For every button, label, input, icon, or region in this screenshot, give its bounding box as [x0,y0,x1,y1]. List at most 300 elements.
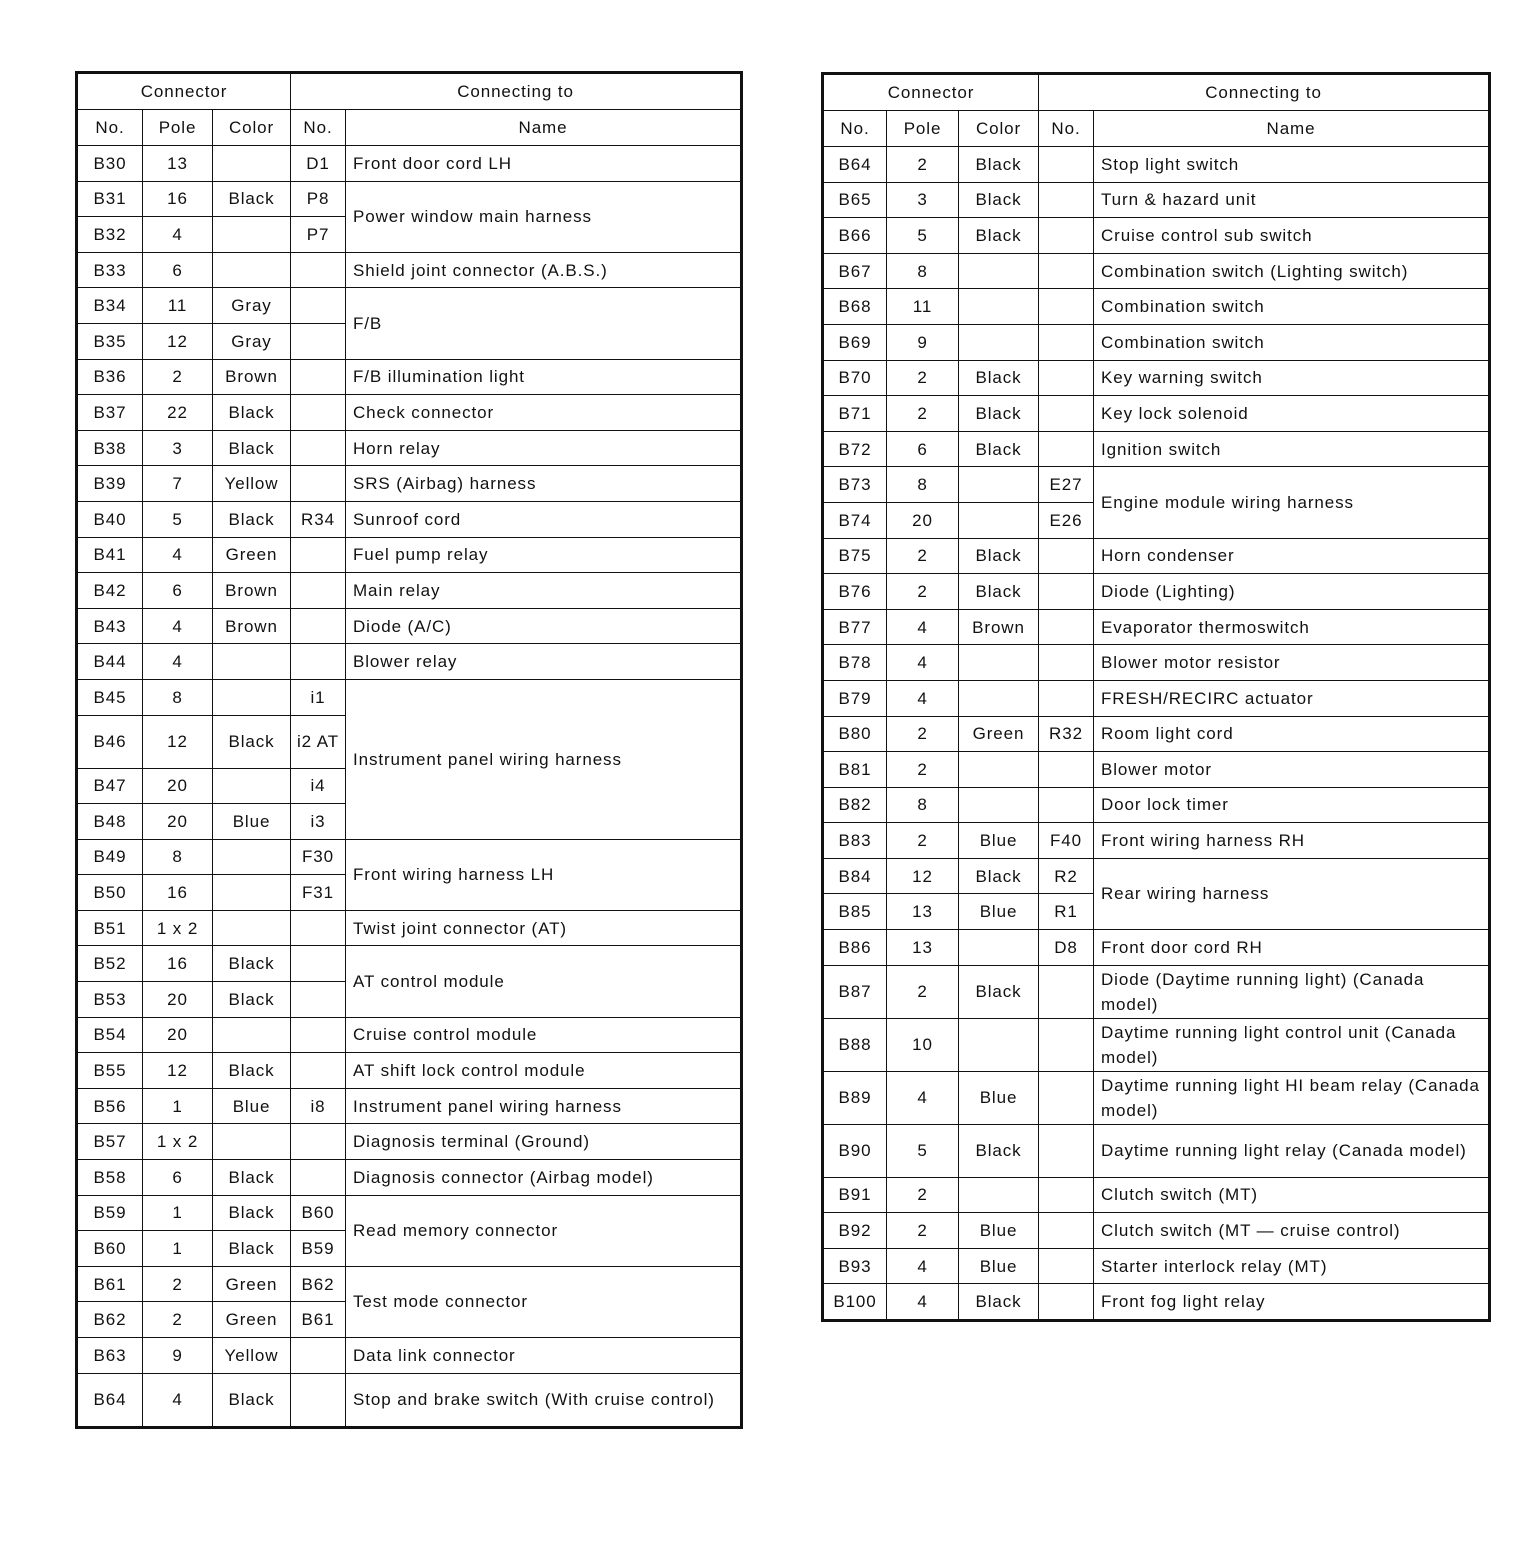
pole-cell: 2 [143,1266,213,1302]
connecting-name-cell: Power window main harness [346,181,742,252]
table-row [823,147,1490,183]
connecting-name-cell: Shield joint connector (A.B.S.) [346,252,742,288]
connecting-no-cell [1039,1124,1094,1177]
connector-no-cell: B33 [77,252,143,288]
table-row [77,608,742,644]
pole-cell: 12 [887,858,959,894]
pole-cell: 20 [143,1017,213,1053]
connecting-name-cell: Key lock solenoid [1094,396,1490,432]
connecting-name-cell: Starter interlock relay (MT) [1094,1248,1490,1284]
connecting-name-cell: Combination switch (Lighting switch) [1094,253,1490,289]
color-cell [959,1177,1039,1213]
color-cell: Yellow [213,466,291,502]
color-cell: Brown [213,573,291,609]
connector-no-cell: B100 [823,1284,887,1321]
connecting-no-cell [1039,147,1094,183]
connector-no-cell: B54 [77,1017,143,1053]
table-row [77,1373,742,1427]
connector-no-cell: B57 [77,1124,143,1160]
color-cell: Black [959,182,1039,218]
color-cell: Black [959,396,1039,432]
connector-no-cell: B74 [823,502,887,538]
color-cell [959,253,1039,289]
connector-no-cell: B69 [823,324,887,360]
pole-cell: 4 [143,644,213,680]
table-row [823,218,1490,254]
connecting-no-cell [291,466,346,502]
connecting-no-cell: R1 [1039,894,1094,930]
header-connecting-to: Connecting to [1039,74,1490,111]
connector-no-cell: B60 [77,1231,143,1267]
connecting-no-cell [1039,645,1094,681]
connecting-no-cell: i3 [291,804,346,840]
connector-no-cell: B81 [823,752,887,788]
connector-table-left [75,71,743,1429]
color-cell: Blue [213,1088,291,1124]
connector-no-cell: B63 [77,1338,143,1374]
pole-cell: 6 [143,573,213,609]
pole-cell: 2 [887,574,959,610]
connecting-no-cell [1039,431,1094,467]
color-cell: Black [213,1373,291,1427]
pole-cell: 5 [887,1124,959,1177]
table-row [77,1088,742,1124]
color-cell [213,252,291,288]
pole-cell: 13 [887,894,959,930]
pole-cell: 2 [887,1213,959,1249]
table-row [77,910,742,946]
connecting-name-cell: Diode (Daytime running light) (Canada model) [1094,965,1490,1018]
connecting-no-cell [291,946,346,982]
pole-cell: 4 [143,608,213,644]
table-row [77,252,742,288]
color-cell: Black [959,218,1039,254]
connector-no-cell: B83 [823,823,887,859]
connecting-no-cell [291,910,346,946]
pole-cell: 2 [143,1302,213,1338]
connecting-name-cell: Rear wiring harness [1094,858,1490,929]
connector-no-cell: B65 [823,182,887,218]
connecting-no-cell [1039,182,1094,218]
color-cell: Blue [959,1071,1039,1124]
color-cell [959,752,1039,788]
color-cell [959,324,1039,360]
table-row [77,466,742,502]
connecting-name-cell: Check connector [346,395,742,431]
color-cell: Black [959,147,1039,183]
table-row [77,501,742,537]
header-name: Name [346,110,742,146]
pole-cell: 20 [143,768,213,804]
connecting-no-cell [291,395,346,431]
pole-cell: 11 [143,288,213,324]
color-cell [959,467,1039,503]
color-cell [213,875,291,911]
connecting-name-cell: Front door cord RH [1094,930,1490,966]
color-cell: Black [959,1284,1039,1321]
connecting-name-cell: Front wiring harness RH [1094,823,1490,859]
pole-cell: 20 [887,502,959,538]
pole-cell: 8 [887,787,959,823]
connecting-no-cell [1039,324,1094,360]
color-cell: Green [213,1302,291,1338]
connector-no-cell: B46 [77,715,143,768]
pole-cell: 4 [143,1373,213,1427]
color-cell [213,146,291,182]
table-row [823,752,1490,788]
connecting-no-cell [291,537,346,573]
connecting-no-cell: B62 [291,1266,346,1302]
pole-cell: 6 [143,1160,213,1196]
connecting-no-cell [291,982,346,1018]
connecting-no-cell [291,644,346,680]
pole-cell: 2 [143,359,213,395]
color-cell: Black [959,858,1039,894]
pole-cell: 20 [143,982,213,1018]
connecting-name-cell: Cruise control sub switch [1094,218,1490,254]
connecting-name-cell: Fuel pump relay [346,537,742,573]
connecting-name-cell: Test mode connector [346,1266,742,1337]
color-cell: Brown [213,608,291,644]
color-cell: Black [959,965,1039,1018]
connecting-no-cell [291,1017,346,1053]
connecting-no-cell [1039,1248,1094,1284]
table-row [77,430,742,466]
table-row [77,1160,742,1196]
connecting-name-cell: AT shift lock control module [346,1053,742,1089]
table-row [823,182,1490,218]
connector-no-cell: B90 [823,1124,887,1177]
color-cell: Black [213,181,291,217]
table-row [823,574,1490,610]
connecting-no-cell [291,359,346,395]
table-row [823,1213,1490,1249]
color-cell: Yellow [213,1338,291,1374]
pole-cell: 4 [887,609,959,645]
connecting-no-cell: P7 [291,217,346,253]
table-row [823,930,1490,966]
connector-no-cell: B88 [823,1018,887,1071]
header-connecting-to: Connecting to [291,73,742,110]
connector-no-cell: B43 [77,608,143,644]
pole-cell: 4 [887,1284,959,1321]
table-row [823,787,1490,823]
connector-no-cell: B92 [823,1213,887,1249]
table-row [823,1124,1490,1177]
pole-cell: 6 [143,252,213,288]
connecting-name-cell: Diode (Lighting) [1094,574,1490,610]
color-cell [959,787,1039,823]
connector-no-cell: B93 [823,1248,887,1284]
connecting-name-cell: Door lock timer [1094,787,1490,823]
pole-cell: 8 [887,467,959,503]
connecting-name-cell: FRESH/RECIRC actuator [1094,680,1490,716]
pole-cell: 4 [887,645,959,681]
table-row [823,431,1490,467]
connecting-name-cell: Read memory connector [346,1195,742,1266]
connector-no-cell: B50 [77,875,143,911]
connector-no-cell: B52 [77,946,143,982]
connector-no-cell: B71 [823,396,887,432]
connecting-name-cell: Instrument panel wiring harness [346,1088,742,1124]
connecting-no-cell [291,1124,346,1160]
table-row [77,679,742,715]
table-row [823,360,1490,396]
connecting-no-cell [1039,1071,1094,1124]
header-color: Color [213,110,291,146]
connecting-no-cell [291,252,346,288]
connecting-no-cell [291,430,346,466]
connector-no-cell: B87 [823,965,887,1018]
color-cell [959,680,1039,716]
pole-cell: 6 [887,431,959,467]
pole-cell: 20 [143,804,213,840]
table-row [77,839,742,875]
connector-no-cell: B56 [77,1088,143,1124]
pole-cell: 13 [887,930,959,966]
pole-cell: 3 [143,430,213,466]
connector-no-cell: B79 [823,680,887,716]
connector-no-cell: B86 [823,930,887,966]
pole-cell: 1 x 2 [143,1124,213,1160]
pole-cell: 1 x 2 [143,910,213,946]
pole-cell: 4 [143,217,213,253]
connector-no-cell: B80 [823,716,887,752]
connecting-no-cell [291,323,346,359]
connecting-name-cell: Diagnosis connector (Airbag model) [346,1160,742,1196]
connector-no-cell: B38 [77,430,143,466]
color-cell: Black [959,431,1039,467]
color-cell: Blue [959,823,1039,859]
table-row [77,946,742,982]
connector-no-cell: B89 [823,1071,887,1124]
color-cell: Black [213,715,291,768]
connecting-no-cell [1039,609,1094,645]
pole-cell: 2 [887,823,959,859]
connector-no-cell: B53 [77,982,143,1018]
color-cell: Black [213,1053,291,1089]
pole-cell: 2 [887,360,959,396]
color-cell: Black [213,1195,291,1231]
connector-no-cell: B37 [77,395,143,431]
table-row [77,359,742,395]
connecting-name-cell: Combination switch [1094,289,1490,325]
pole-cell: 2 [887,396,959,432]
connecting-no-cell [1039,787,1094,823]
connecting-name-cell: Blower motor [1094,752,1490,788]
connector-no-cell: B40 [77,501,143,537]
connecting-name-cell: Daytime running light HI beam relay (Canada model) [1094,1071,1490,1124]
connector-no-cell: B78 [823,645,887,681]
connecting-name-cell: Stop light switch [1094,147,1490,183]
connecting-no-cell: i4 [291,768,346,804]
table-row [823,858,1490,894]
connector-no-cell: B45 [77,679,143,715]
connector-no-cell: B70 [823,360,887,396]
connector-no-cell: B62 [77,1302,143,1338]
connecting-name-cell: Twist joint connector (AT) [346,910,742,946]
table-row [77,1266,742,1302]
color-cell: Green [959,716,1039,752]
pole-cell: 4 [887,1248,959,1284]
connector-no-cell: B39 [77,466,143,502]
connector-no-cell: B41 [77,537,143,573]
connector-no-cell: B85 [823,894,887,930]
connecting-no-cell: R2 [1039,858,1094,894]
table-row [77,1124,742,1160]
connecting-no-cell [1039,253,1094,289]
connector-no-cell: B76 [823,574,887,610]
connecting-no-cell [1039,360,1094,396]
connector-no-cell: B75 [823,538,887,574]
connecting-no-cell [1039,1213,1094,1249]
connecting-no-cell [291,288,346,324]
color-cell [213,644,291,680]
color-cell [213,768,291,804]
connecting-no-cell: F40 [1039,823,1094,859]
connecting-no-cell [1039,218,1094,254]
header-pole: Pole [143,110,213,146]
table-body-left [77,146,742,1428]
connector-no-cell: B31 [77,181,143,217]
pole-cell: 16 [143,946,213,982]
pole-cell: 1 [143,1088,213,1124]
color-cell: Black [959,360,1039,396]
connecting-name-cell: Horn condenser [1094,538,1490,574]
connecting-no-cell: E26 [1039,502,1094,538]
connecting-no-cell [1039,1177,1094,1213]
connecting-no-cell: F31 [291,875,346,911]
connector-no-cell: B66 [823,218,887,254]
connecting-no-cell [1039,396,1094,432]
pole-cell: 2 [887,147,959,183]
table-row [77,1338,742,1374]
connecting-no-cell: B61 [291,1302,346,1338]
pole-cell: 3 [887,182,959,218]
pole-cell: 8 [887,253,959,289]
connector-no-cell: B58 [77,1160,143,1196]
connecting-no-cell: D1 [291,146,346,182]
connecting-no-cell [1039,574,1094,610]
connecting-no-cell [291,1053,346,1089]
header-color: Color [959,111,1039,147]
table-row [823,1018,1490,1071]
header-to-no: No. [291,110,346,146]
connecting-name-cell: Front fog light relay [1094,1284,1490,1321]
connector-no-cell: B36 [77,359,143,395]
table-row [823,1177,1490,1213]
connecting-no-cell [1039,538,1094,574]
connecting-name-cell: SRS (Airbag) harness [346,466,742,502]
table-row [823,609,1490,645]
table-row [77,573,742,609]
color-cell: Blue [213,804,291,840]
connecting-name-cell: Turn & hazard unit [1094,182,1490,218]
color-cell: Gray [213,323,291,359]
table-row [823,396,1490,432]
table-row [823,680,1490,716]
connecting-name-cell: Main relay [346,573,742,609]
pole-cell: 2 [887,538,959,574]
connector-no-cell: B68 [823,289,887,325]
connecting-no-cell: i8 [291,1088,346,1124]
table-row [77,288,742,324]
connecting-name-cell: Front door cord LH [346,146,742,182]
connector-no-cell: B30 [77,146,143,182]
pole-cell: 2 [887,752,959,788]
table-row [823,538,1490,574]
table-row [823,823,1490,859]
header-connector: Connector [823,74,1039,111]
pole-cell: 16 [143,875,213,911]
connector-no-cell: B51 [77,910,143,946]
color-cell [959,1018,1039,1071]
pole-cell: 2 [887,965,959,1018]
connecting-no-cell: B59 [291,1231,346,1267]
connecting-no-cell [291,573,346,609]
table-row [77,1053,742,1089]
header-name: Name [1094,111,1490,147]
connecting-name-cell: Blower motor resistor [1094,645,1490,681]
connecting-no-cell [1039,1284,1094,1321]
connecting-no-cell: F30 [291,839,346,875]
color-cell [959,645,1039,681]
table-row [823,289,1490,325]
connecting-name-cell: Daytime running light relay (Canada model) [1094,1124,1490,1177]
color-cell [959,502,1039,538]
connecting-name-cell: F/B [346,288,742,359]
connector-no-cell: B49 [77,839,143,875]
connecting-name-cell: Sunroof cord [346,501,742,537]
color-cell: Blue [959,1248,1039,1284]
connecting-name-cell: Data link connector [346,1338,742,1374]
connecting-no-cell [291,1373,346,1427]
color-cell: Black [213,430,291,466]
connector-no-cell: B59 [77,1195,143,1231]
pole-cell: 8 [143,839,213,875]
color-cell [213,679,291,715]
header-connector: Connector [77,73,291,110]
color-cell [213,839,291,875]
header-no: No. [77,110,143,146]
connecting-no-cell [1039,965,1094,1018]
pole-cell: 5 [143,501,213,537]
connecting-name-cell: Clutch switch (MT) [1094,1177,1490,1213]
color-cell: Brown [959,609,1039,645]
pole-cell: 1 [143,1195,213,1231]
color-cell [213,910,291,946]
connector-no-cell: B47 [77,768,143,804]
pole-cell: 4 [143,537,213,573]
connector-table-right [821,72,1491,1322]
pole-cell: 13 [143,146,213,182]
color-cell: Black [213,1160,291,1196]
pole-cell: 2 [887,716,959,752]
connecting-no-cell: B60 [291,1195,346,1231]
connecting-name-cell: Stop and brake switch (With cruise control) [346,1373,742,1427]
color-cell [213,1017,291,1053]
color-cell: Black [213,1231,291,1267]
table-row [823,716,1490,752]
connector-no-cell: B35 [77,323,143,359]
table-row [77,395,742,431]
table-row [823,965,1490,1018]
pole-cell: 1 [143,1231,213,1267]
header-to-no: No. [1039,111,1094,147]
pole-cell: 10 [887,1018,959,1071]
color-cell: Black [959,574,1039,610]
connecting-no-cell [1039,1018,1094,1071]
